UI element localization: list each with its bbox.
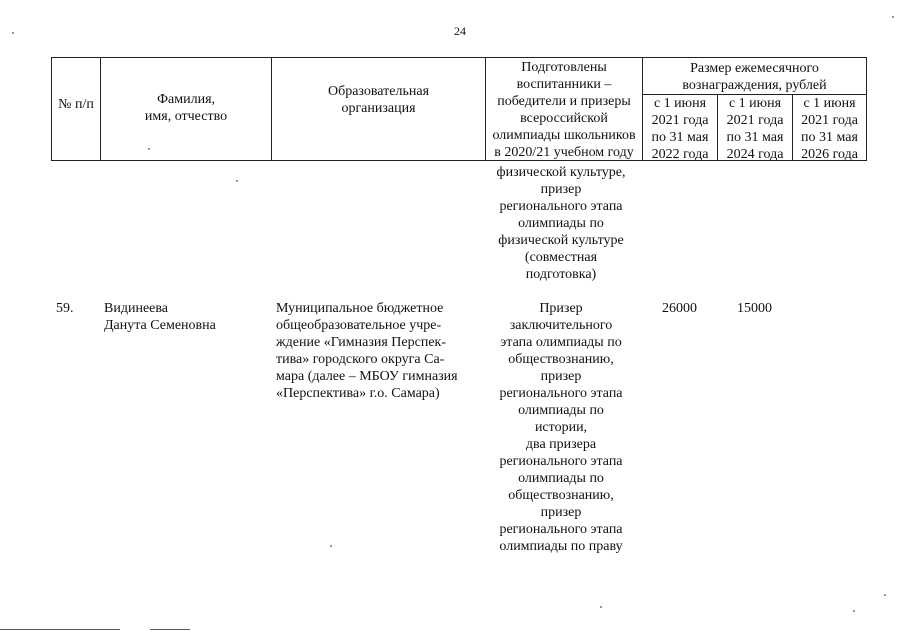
organization-name: Муниципальное бюджетное общеобразовательное учре- ждение «Гимназия Перспек- тива» городского округа Са- мара (далее – МБОУ гимназия «Перспектива» г.о. Самара) <box>276 301 458 401</box>
header-period-2024: с 1 июня 2021 года по 31 мая 2024 года <box>726 96 784 162</box>
table-header <box>51 57 867 161</box>
page-number: 24 <box>454 24 466 38</box>
student-name: Видинеева Данута Семеновна <box>104 301 216 333</box>
header-reward: Размер ежемесячного вознаграждения, рублей <box>682 61 827 93</box>
scan-speck <box>884 594 886 596</box>
continued-achievements: физической культуре, призер регионального этапа олимпиады по физической культуре (совместная подготовка) <box>496 165 626 282</box>
scan-speck <box>236 180 238 182</box>
amount-2022: 26000 <box>662 301 697 316</box>
achievements: Призер заключительного этапа олимпиады по обществознанию, призер регионального этапа олимпиады по истории, два призера регионального этапа олимпиады по обществознанию, призер регионального этапа олимпиады по праву <box>499 301 623 554</box>
scan-speck <box>330 545 332 547</box>
scan-edge-line <box>0 629 120 630</box>
header-name: Фамилия, имя, отчество <box>144 92 228 124</box>
scan-speck <box>148 148 150 150</box>
header-num: № п/п <box>58 97 94 112</box>
amount-2024: 15000 <box>737 301 772 316</box>
header-period-2026: с 1 июня 2021 года по 31 мая 2026 года <box>801 96 858 162</box>
scan-speck <box>600 606 602 608</box>
scan-speck <box>12 32 14 34</box>
scan-edge-line <box>150 629 190 630</box>
header-prepared: Подготовлены воспитанники – победители и призеры всероссийской олимпиады школьников в 2020/21 учебном году <box>492 60 636 160</box>
row-number: 59. <box>56 301 74 316</box>
header-period-2022: с 1 июня 2021 года по 31 мая 2022 года <box>651 96 709 162</box>
header-org: Образовательная организация <box>327 84 430 116</box>
scan-speck <box>853 610 855 612</box>
scan-speck <box>892 16 894 18</box>
